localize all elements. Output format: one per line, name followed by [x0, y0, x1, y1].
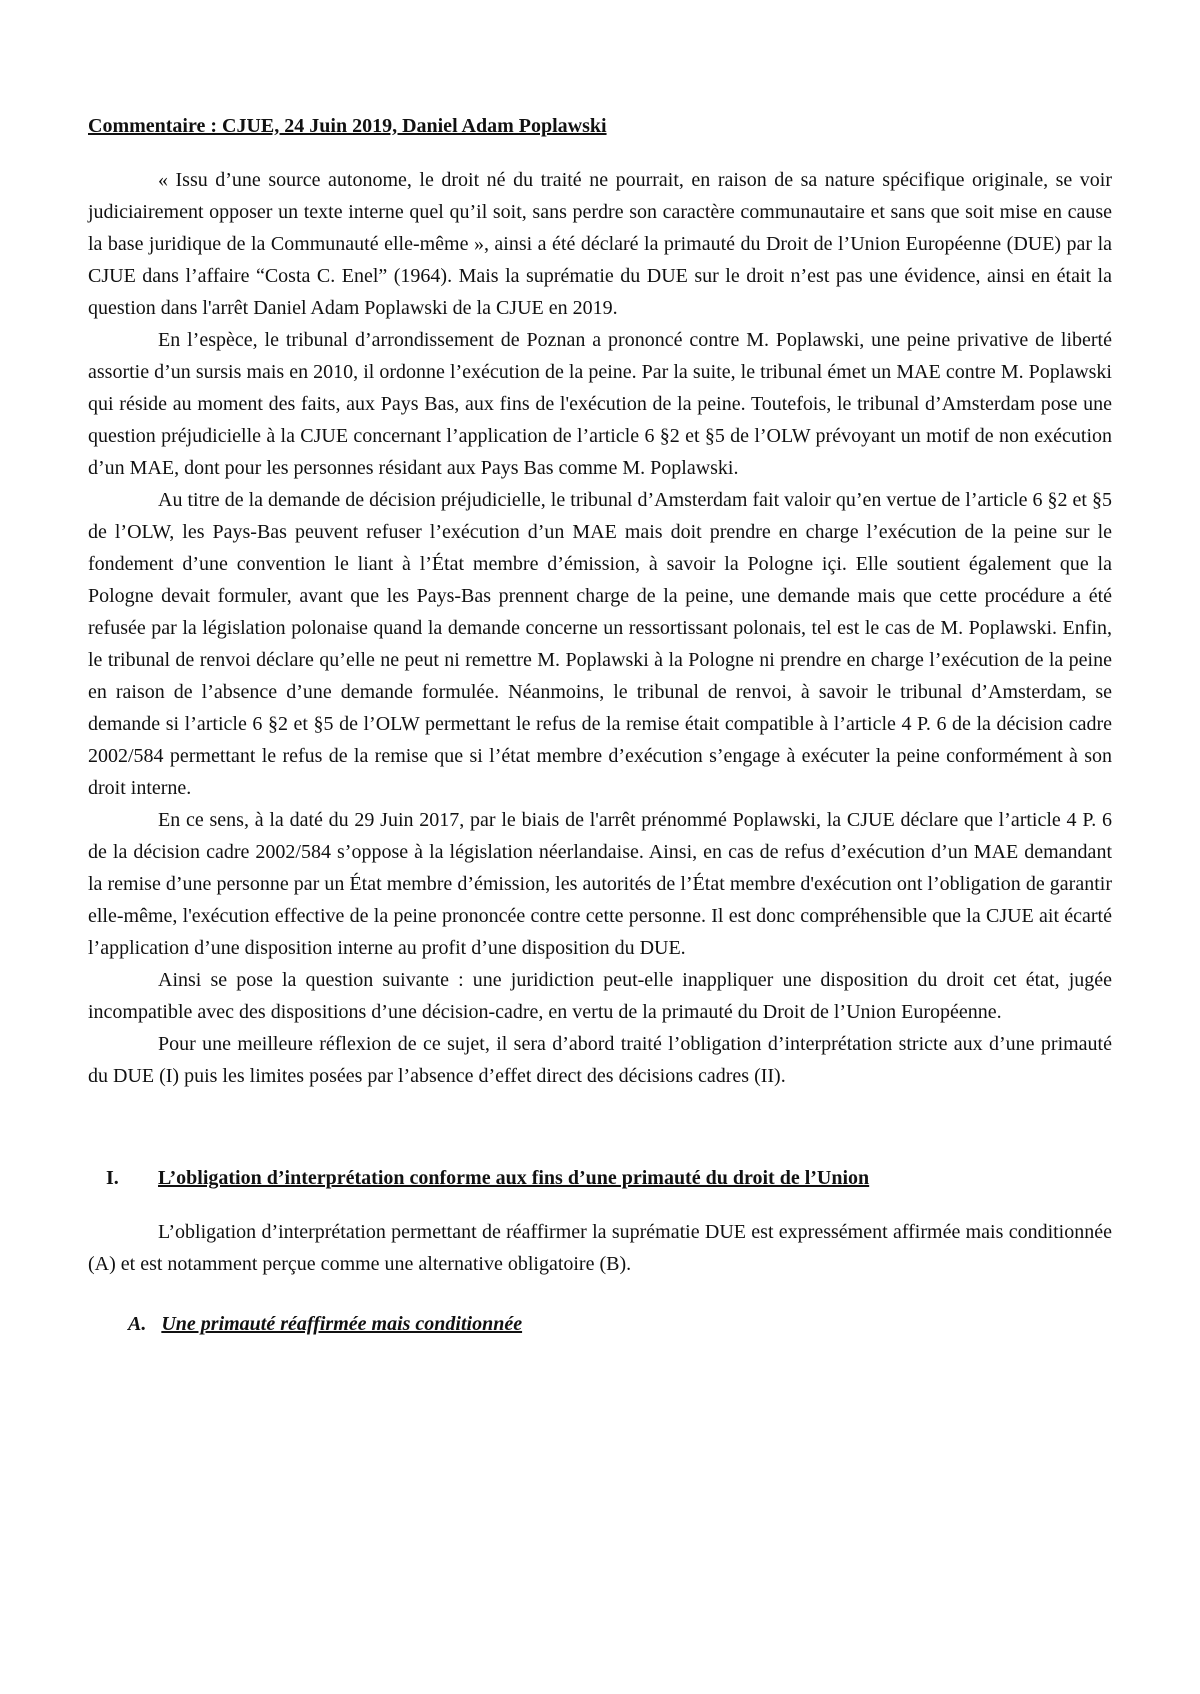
paragraph-problem: Ainsi se pose la question suivante : une juridiction peut-elle inappliquer une disposition du droit cet état, jugée incompatible avec des dispositions d’une décision-cadre, en vertu de la primauté du Droit de l’Union Européenne.: [88, 969, 1112, 1023]
section-intro-paragraph: L’obligation d’interprétation permettant de réaffirmer la suprématie DUE est expressément affirmée mais conditionnée (A) et est notamment perçue comme une alternative obligatoire (B).: [88, 1221, 1112, 1275]
paragraph-plan: Pour une meilleure réflexion de ce sujet, il sera d’abord traité l’obligation d’interprétation stricte aux d’une primauté du DUE (I) puis les limites posées par l’absence d’effet direct des décisions cadres (II).: [88, 1033, 1112, 1087]
section-title: L’obligation d’interprétation conforme aux fins d’une primauté du droit de l’Union: [158, 1167, 870, 1189]
document-title: Commentaire : CJUE, 24 Juin 2019, Daniel Adam Poplawski: [88, 115, 607, 137]
subsection-letter: A.: [128, 1313, 147, 1335]
section-number: I.: [106, 1167, 119, 1189]
section-heading-1: [88, 1162, 1112, 1194]
paragraph-intro: « Issu d’une source autonome, le droit né du traité ne pourrait, en raison de sa nature spécifique originale, se voir judiciairement opposer un texte interne quel qu’il soit, sans perdre son caractère communautaire et sans que soit mise en cause la base juridique de la Communauté elle-même », ainsi a été déclaré la primauté du Droit de l’Union Européenne (DUE) par la CJUE dans l’affaire “Costa C. Enel” (1964). Mais la suprématie du DUE sur le droit n’est pas une évidence, ainsi en était la question dans l'arrêt Daniel Adam Poplawski de la CJUE en 2019.: [88, 169, 1112, 319]
subsection-title: Une primauté réaffirmée mais conditionnée: [161, 1313, 523, 1335]
document-page: [88, 110, 1112, 1340]
subsection-heading-a: [88, 1308, 1112, 1340]
paragraph-preliminary-question: Au titre de la demande de décision préjudicielle, le tribunal d’Amsterdam fait valoir qu’en vertue de l’article 6 §2 et §5 de l’OLW, les Pays-Bas peuvent refuser l’exécution d’un MAE mais doit prendre en charge l’exécution de la peine sur le fondement d’une convention le liant à l’État membre d’émission, à savoir la Pologne içi. Elle soutient également que la Pologne devait formuler, avant que les Pays-Bas prennent charge de la peine, une demande mais que cette procédure a été refusée par la législation polonaise quand la demande concerne un ressortissant polonais, tel est le cas de M. Poplawski. Enfin, le tribunal de renvoi déclare qu’elle ne peut ni remettre M. Poplawski à la Pologne ni prendre en charge l’exécution de la peine en raison de l’absence d’une demande formulée. Néanmoins, le tribunal de renvoi, à savoir le tribunal d’Amsterdam, se demande si l’article 6 §2 et §5 de l’OLW permettant le refus de la remise était compatible à l’article 4 P. 6 de la décision cadre 2002/584 permettant le refus de la remise que si l’état membre d’exécution s’engage à exécuter la peine conformément à son droit interne.: [88, 489, 1112, 799]
paragraph-facts: En l’espèce, le tribunal d’arrondissement de Poznan a prononcé contre M. Poplawski, une peine privative de liberté assortie d’un sursis mais en 2010, il ordonne l’exécution de la peine. Par la suite, le tribunal émet un MAE contre M. Poplawski qui réside au moment des faits, aux Pays Bas, aux fins de l'exécution de la peine. Toutefois, le tribunal d’Amsterdam pose une question préjudicielle à la CJUE concernant l’application de l’article 6 §2 et §5 de l’OLW prévoyant un motif de non exécution d’un MAE, dont pour les personnes résidant aux Pays Bas comme M. Poplawski.: [88, 329, 1112, 479]
paragraph-decision: En ce sens, à la daté du 29 Juin 2017, par le biais de l'arrêt prénommé Poplawski, la CJUE déclare que l’article 4 P. 6 de la décision cadre 2002/584 s’oppose à la législation néerlandaise. Ainsi, en cas de refus d’exécution d’un MAE demandant la remise d’une personne par un État membre d’émission, les autorités de l’État membre d'exécution ont l’obligation de garantir elle-même, l'exécution effective de la peine prononcée contre cette personne. Il est donc compréhensible que la CJUE ait écarté l’application d’une disposition interne au profit d’une disposition du DUE.: [88, 809, 1112, 959]
